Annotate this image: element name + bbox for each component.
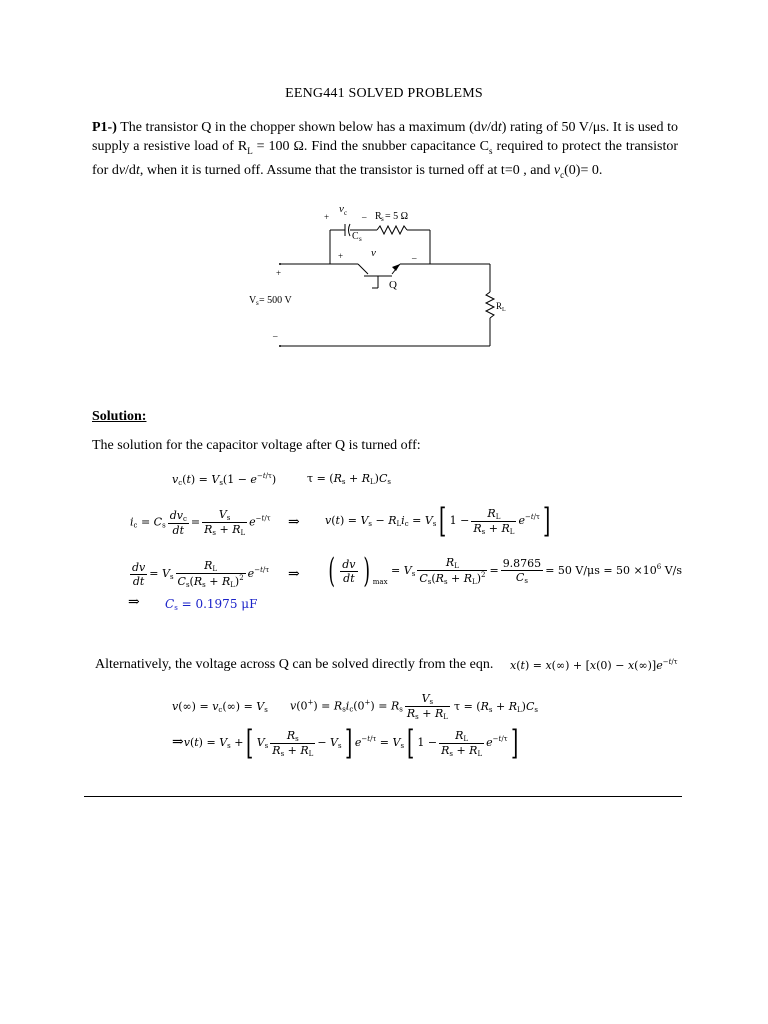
solution-heading: Solution: xyxy=(92,409,147,424)
equation-v-t-alt: ⇒v(t) = $V_s$ +[ $V_s$ $\frac{R_s}{R_s + R_L}$ − $V_s$] $e^{-t/\tau} = V_s$[ 1 − $\frac{R_L}{R_s + R_L}$ $e^{-t/\tau}$] xyxy=(172,723,518,763)
alternative-text: Alternatively, the voltage across Q can be solved directly from the eqn. xyxy=(95,657,494,672)
plus-top: + xyxy=(324,212,330,222)
solution-lead: The solution for the capacitor voltage after Q is turned off: xyxy=(92,438,421,453)
q-label: Q xyxy=(389,279,397,291)
equation-ic: $i_c = C_s$ $\frac{dv_c}{dt}$ = $\frac{V_s}{R_s + R_L}$ $e^{-t/\tau}$ xyxy=(130,508,271,537)
vs-sub: s xyxy=(256,299,259,307)
v-label: v xyxy=(371,247,376,259)
rs-label: R xyxy=(375,211,382,222)
vs-value: = 500 V xyxy=(259,295,292,306)
equation-v-inf: $v(\infty) = v_c(\infty) = V_s$ xyxy=(172,700,268,714)
equation-dvdt: $\frac{dv}{dt}$ = $V_s$ $\frac{R_L}{C_s(R_s + R_L)^2}$ $e^{-t/\tau}$ xyxy=(132,559,270,589)
result-capacitance: $C_s = 0.1975$ μF xyxy=(165,597,258,612)
cs-sub: s xyxy=(359,235,362,243)
page-title: EENG441 SOLVED PROBLEMS xyxy=(285,86,483,101)
equation-v-0plus: $v(0^+) = R_si_c(0^+) = R_s$ $\frac{V_s}{R_s + R_L}$ xyxy=(290,692,448,721)
rl-sub: L xyxy=(502,307,506,313)
vs-label: V xyxy=(249,295,257,306)
rs-sub: s xyxy=(381,215,384,223)
vc-label: v xyxy=(339,203,344,215)
rs-value: = 5 Ω xyxy=(385,211,409,222)
page-divider xyxy=(84,796,682,797)
problem-label: P1-) xyxy=(92,120,117,135)
equation-tau: $\tau = (R_s + R_L)C_s$ xyxy=(307,472,391,486)
equation-dvdt-max: ( $\frac{dv}{dt}$ ) $_{max} = V_s$ $\frac{R_L}{C_s(R_s + R_L)^2}$ = $\frac{9.8765}{C_s}$ = 50 $V/\mu s = 50 \times 10^6$ V/s xyxy=(328,551,683,591)
vc-sub: c xyxy=(344,209,348,217)
chopper-circuit-diagram xyxy=(240,196,510,356)
equation-tau-2: $\tau = (R_s + R_L)C_s$ xyxy=(454,700,538,714)
plus-mid: + xyxy=(338,251,344,261)
minus-top: – xyxy=(362,212,367,222)
minus-mid: _ xyxy=(412,250,417,260)
cs-label: C xyxy=(352,231,359,242)
implies-arrow: ⇒ xyxy=(288,567,300,582)
implies-arrow: ⇒ xyxy=(288,515,300,530)
vs-minus: – xyxy=(273,331,278,341)
equation-vc: $v_c(t) = V_s(1 - e^{-t/\tau})$ xyxy=(172,472,277,487)
implies-arrow: ⇒ xyxy=(128,595,140,610)
vs-plus: + xyxy=(276,268,282,278)
problem-statement: P1-) The transistor Q in the chopper shown below has a maximum (dv/dt) rating of 50 V/μs. It is used to supply a resistive load of $R_L = 100$ Ω. Find the snubber capacitance $C_s$ required to protect the transistor for dv/dt, when it is turned off. Assume that the transistor is turned off at t=0 , and $v_c(0)= 0$. xyxy=(92,120,678,180)
rl-label: R xyxy=(496,301,503,311)
equation-general: $x(t) = x(\infty) + [x(0) - x(\infty)]e^{-t/\tau}$ xyxy=(510,658,678,672)
equation-v-t: $v(t) = V_s - R_Li_c = V_s$[ 1 − $\frac{R_L}{R_s + R_L}$ $e^{-t/\tau}$] xyxy=(325,501,551,541)
